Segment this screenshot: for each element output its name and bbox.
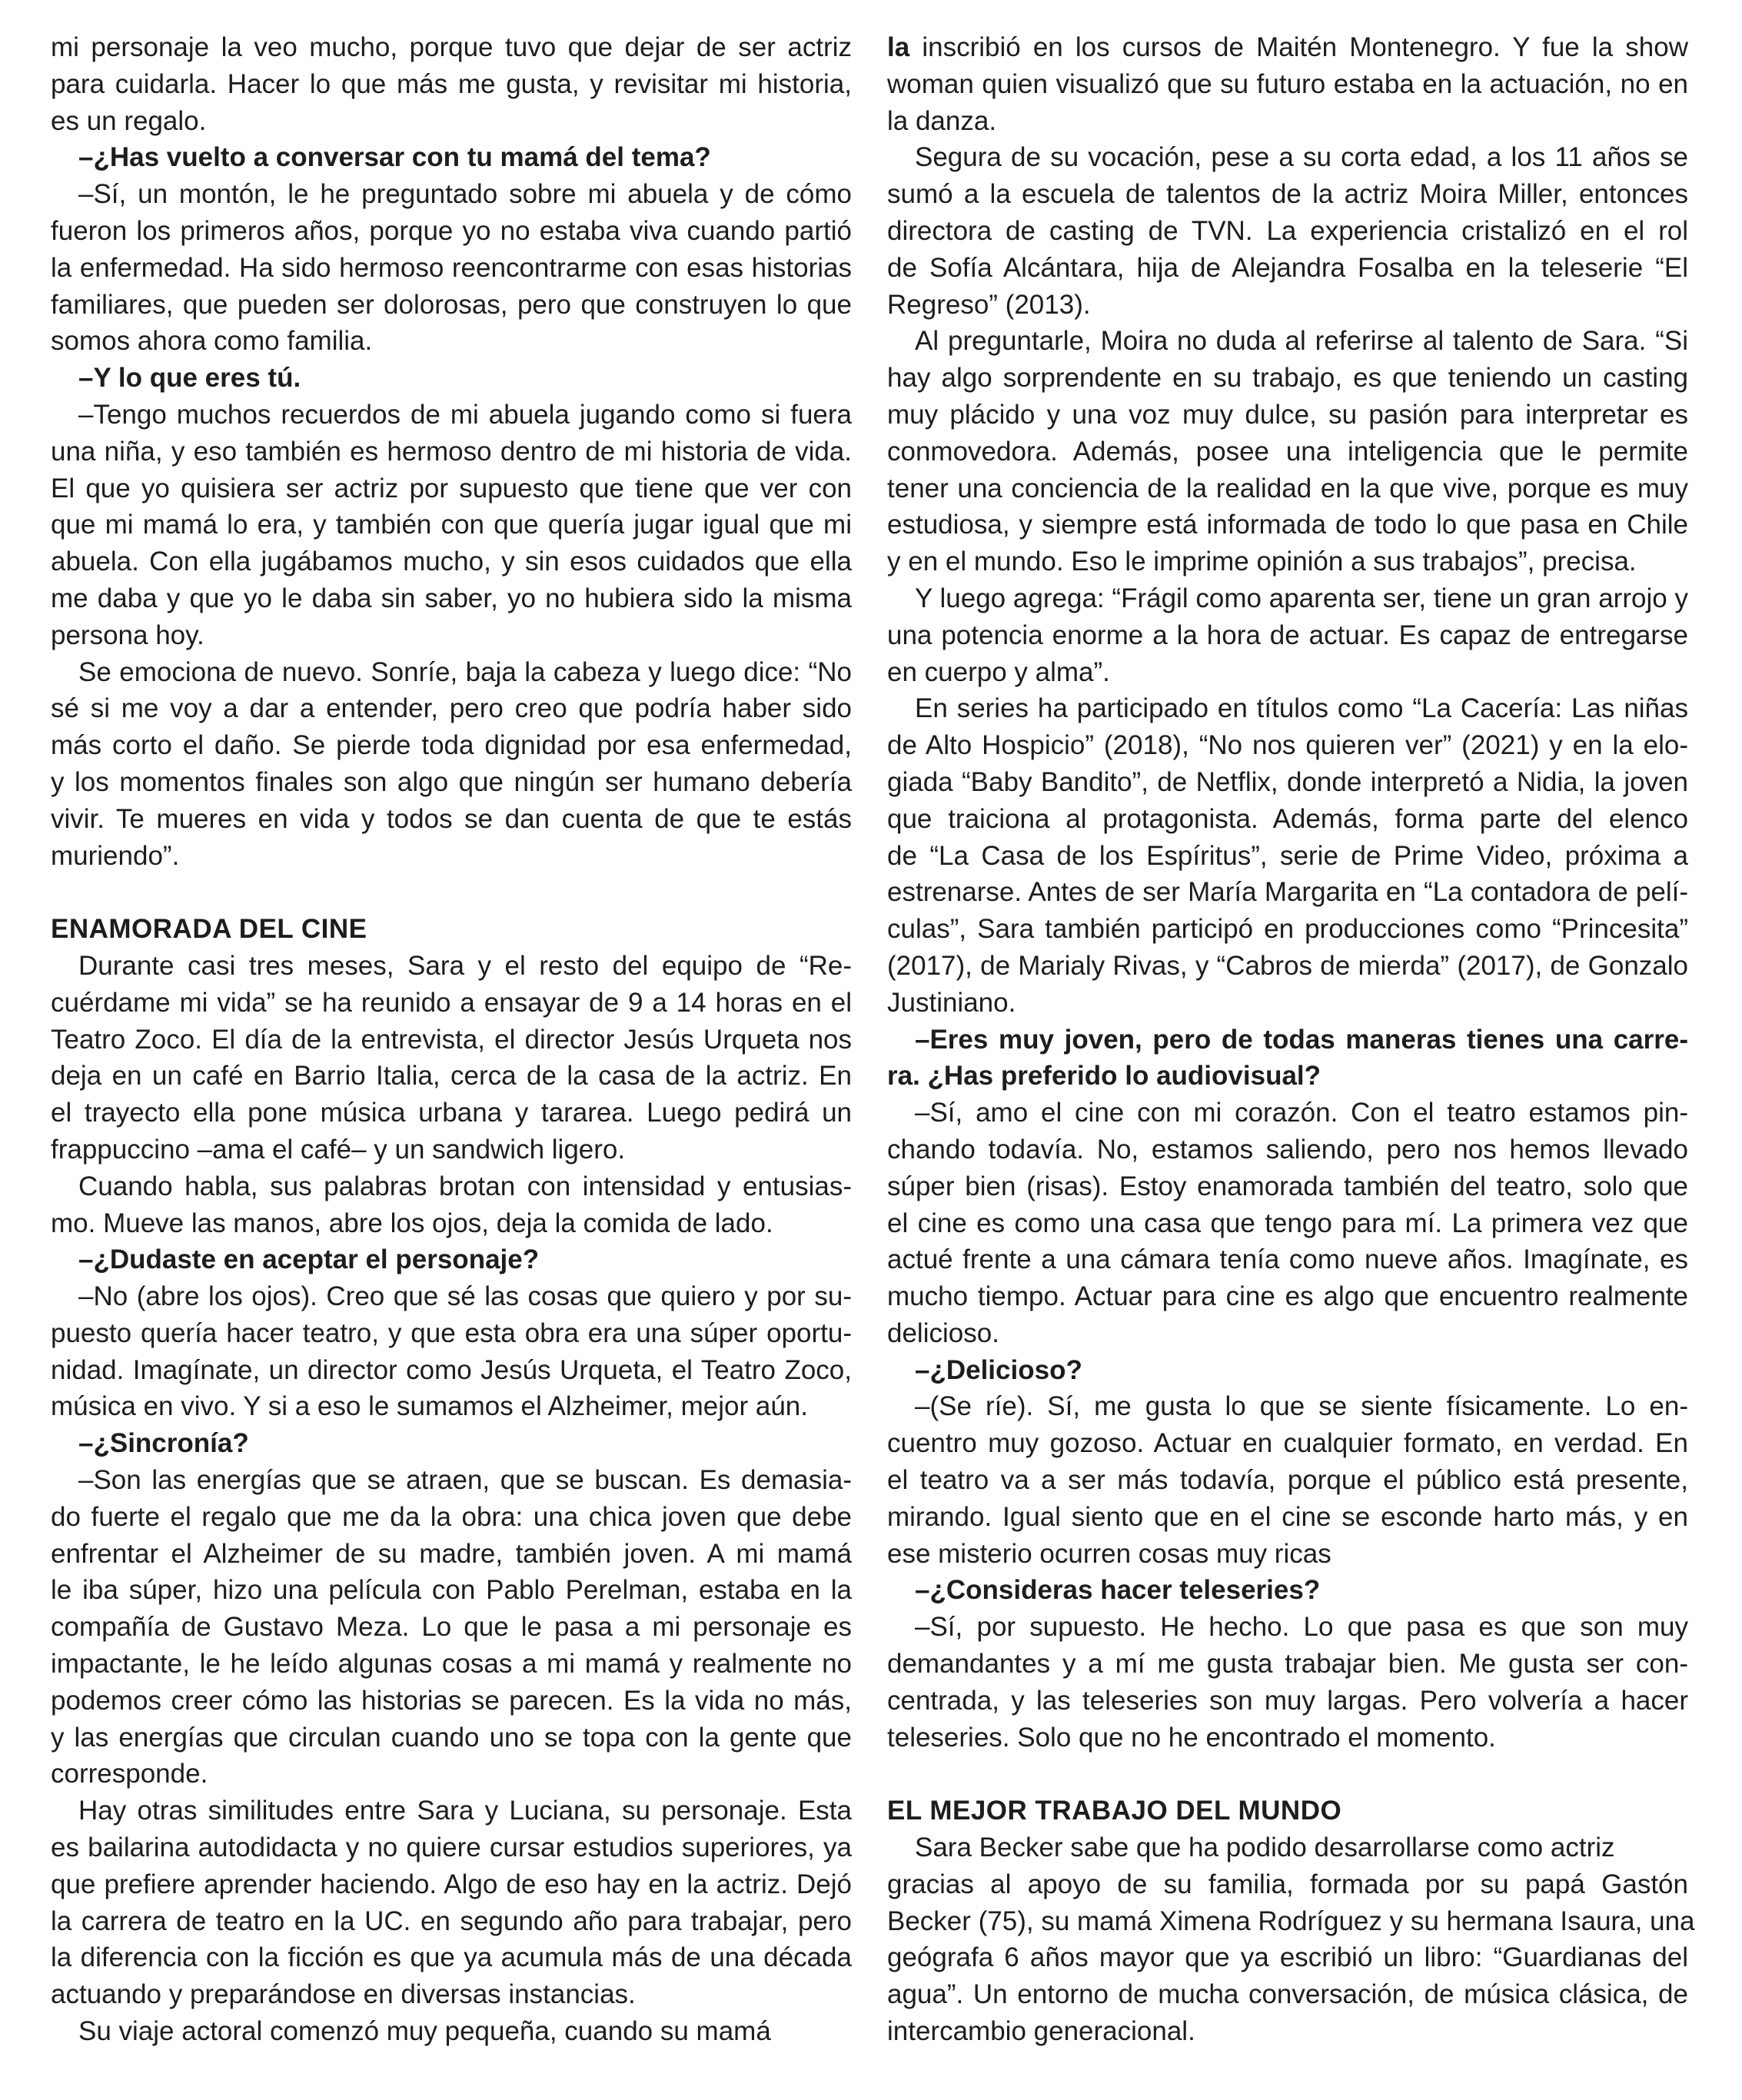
text-line: somos ahora como familia. <box>51 326 373 357</box>
text-line: Hay otras similitudes entre Sara y Luciana, su personaje. Esta <box>78 1796 852 1826</box>
text-line: el teatro va a ser más todavía, porque el público está presente, <box>887 1465 1688 1496</box>
text-line: Se emociona de nuevo. Sonríe, baja la cabeza y luego dice: “No <box>78 656 852 687</box>
text-line: cuérdame mi vida” se ha reunido a ensayar de 9 a 14 horas en el <box>51 987 852 1018</box>
text-line: una niña, y eso también es hermoso dentro de mi historia de vida. <box>51 436 852 467</box>
text-line: Su viaje actoral comenzó muy pequeña, cuando su mamá <box>78 2016 771 2047</box>
text-line: que mi mamá lo era, y también con que quería jugar igual que mi <box>51 510 852 540</box>
interview-question: –¿Sincronía? <box>78 1428 249 1459</box>
text-line: –Son las energías que se atraen, que se buscan. Es demasia- <box>78 1465 852 1496</box>
lead-word: la <box>887 32 923 62</box>
text-line: En series ha participado en títulos como “La Cacería: Las niñas <box>915 693 1688 724</box>
text-line: súper bien (risas). Estoy enamorada también del teatro, solo que <box>887 1171 1688 1201</box>
text-line: que traiciona al protagonista. Además, forma parte del elenco <box>887 803 1688 834</box>
text-line: muriendo”. <box>51 840 180 871</box>
text-line: y las energías que circulan cuando uno se topa con la gente que <box>51 1722 852 1753</box>
text-line: (2017), de Marialy Rivas, y “Cabros de mierda” (2017), de Gonzalo <box>887 950 1688 981</box>
text-line: giada “Baby Bandito”, de Netflix, donde interpretó a Nidia, la joven <box>887 766 1688 797</box>
text-line: impactante, le he leído algunas cosas a mi mamá y realmente no <box>51 1649 852 1680</box>
text-line: música en vivo. Y si a eso le sumamos el Alzheimer, mejor aún. <box>51 1391 808 1422</box>
text-line: centrada, y las teleseries son muy largas. Pero volvería a hacer <box>887 1685 1688 1716</box>
text-line: estudiosa, y siempre está informada de todo lo que pasa en Chile <box>887 510 1688 540</box>
text-line: woman quien visualizó que su futuro estaba en la actuación, no en <box>887 68 1688 99</box>
text-line: intercambio generacional. <box>887 2016 1195 2047</box>
text-line: corresponde. <box>51 1759 208 1789</box>
text-line: vivir. Te mueres en vida y todos se dan cuenta de que te estás <box>51 803 852 834</box>
text-line: más corto el daño. Se pierde toda dignidad por esa enfermedad, <box>51 730 852 761</box>
text-line: mi personaje la veo mucho, porque tuvo que dejar de ser actriz <box>51 32 852 62</box>
interview-question: –¿Has vuelto a conversar con tu mamá del tema? <box>78 142 711 173</box>
text-line <box>887 29 1688 66</box>
text-line: nidad. Imagínate, un director como Jesús Urqueta, el Teatro Zoco, <box>51 1354 852 1385</box>
text-line: mucho tiempo. Actuar para cine es algo que encuentro realmente <box>887 1281 1688 1312</box>
article-column-right <box>887 29 1695 2050</box>
text-line: de “La Casa de los Espíritus”, serie de Prime Video, próxima a <box>887 840 1688 871</box>
text-line: puesto quería hacer teatro, y que esta obra era una súper oportu- <box>51 1317 852 1348</box>
text-line: Regreso” (2013). <box>887 289 1091 320</box>
text-line: actuando y preparándose en diversas instancias. <box>51 1979 636 2010</box>
text-line: Segura de su vocación, pese a su corta edad, a los 11 años se <box>915 142 1688 173</box>
text-line: una potencia enorme a la hora de actuar. Es capaz de entregarse <box>887 620 1688 650</box>
interview-question: –¿Delicioso? <box>915 1354 1082 1385</box>
text-line: culas”, Sara también participó en producciones como “Princesita” <box>887 914 1688 945</box>
text-line: y en el mundo. Eso le imprime opinión a sus trabajos”, precisa. <box>887 547 1637 577</box>
text-line: fueron los primeros años, porque yo no estaba viva cuando partió <box>51 215 852 246</box>
text-line: Al preguntarle, Moira no duda al referirse al talento de Sara. “Si <box>915 326 1688 357</box>
text-line: es un regalo. <box>51 105 207 136</box>
interview-question: ra. ¿Has preferido lo audiovisual? <box>887 1061 1321 1092</box>
text-line: la diferencia con la ficción es que ya acumula más de una década <box>51 1942 852 1973</box>
text-line: –(Se ríe). Sí, me gusta lo que se siente físicamente. Lo en- <box>915 1391 1688 1422</box>
text-line: –Sí, un montón, le he preguntado sobre mi abuela y de cómo <box>78 179 852 210</box>
text-line: y los momentos finales son algo que ningún ser humano debería <box>51 766 852 797</box>
section-heading: ENAMORADA DEL CINE <box>51 914 367 945</box>
text-line: estrenarse. Antes de ser María Margarita en “La contadora de pelí- <box>887 877 1688 908</box>
text-line: para cuidarla. Hacer lo que más me gusta, y revisitar mi historia, <box>51 68 852 99</box>
text-line: cuentro muy gozoso. Actuar en cualquier formato, en verdad. En <box>887 1428 1688 1459</box>
text-line: familiares, que pueden ser dolorosas, pero que construyen lo que <box>51 289 852 320</box>
article-column-left <box>51 29 852 2050</box>
text-line: do fuerte el regalo que me da la obra: una chica joven que debe <box>51 1501 852 1532</box>
text-line: –Tengo muchos recuerdos de mi abuela jugando como si fuera <box>78 399 852 430</box>
text-line: directora de casting de TVN. La experiencia cristalizó en el rol <box>887 215 1688 246</box>
text-line: Durante casi tres meses, Sara y el resto del equipo de “Re- <box>78 950 852 981</box>
text-line: hay algo sorprendente en su trabajo, es que teniendo un casting <box>887 363 1688 394</box>
text-line: –No (abre los ojos). Creo que sé las cosas que quiero y por su- <box>78 1281 852 1312</box>
line-text: inscribió en los cursos de Maitén Montenegro. Y fue la show <box>922 32 1688 62</box>
line-spacer <box>51 874 852 911</box>
text-line: Becker (75), su mamá Ximena Rodríguez y su hermana Isaura, una <box>887 1906 1695 1936</box>
interview-question: –Y lo que eres tú. <box>78 363 301 394</box>
text-line: tener una conciencia de la realidad en la que vive, porque es muy <box>887 473 1688 503</box>
text-line: demandantes y a mí me gusta trabajar bien. Me gusta ser con- <box>887 1649 1688 1680</box>
text-line: la danza. <box>887 105 997 136</box>
text-line: El que yo quisiera ser actriz por supuesto que tiene que ver con <box>51 473 852 503</box>
text-line: geógrafa 6 años mayor que ya escribió un libro: “Guardianas del <box>887 1942 1688 1973</box>
interview-question: –¿Consideras hacer teleseries? <box>915 1575 1321 1606</box>
interview-question: –¿Dudaste en aceptar el personaje? <box>78 1244 540 1275</box>
text-line: en cuerpo y alma”. <box>887 656 1110 687</box>
text-line: me daba y que yo le daba sin saber, yo no hubiera sido la misma <box>51 583 852 613</box>
text-line: delicioso. <box>887 1317 999 1348</box>
text-line: chando todavía. No, estamos saliendo, pero nos hemos llevado <box>887 1134 1688 1165</box>
text-line: gracias al apoyo de su familia, formada por su papá Gastón <box>887 1869 1688 1899</box>
text-line: compañía de Gustavo Meza. Lo que le pasa a mi personaje es <box>51 1612 852 1643</box>
text-line: –Sí, amo el cine con mi corazón. Con el teatro estamos pin- <box>915 1098 1688 1128</box>
text-line: mo. Mueve las manos, abre los ojos, deja la comida de lado. <box>51 1208 773 1238</box>
text-line: ese misterio ocurren cosas muy ricas <box>887 1538 1331 1569</box>
text-line: enfrentar el Alzheimer de su madre, también joven. A mi mamá <box>51 1538 852 1569</box>
text-line: la carrera de teatro en la UC. en segundo año para trabajar, pero <box>51 1906 852 1936</box>
text-line: –Sí, por supuesto. He hecho. Lo que pasa es que son muy <box>915 1612 1688 1643</box>
text-line: actué frente a una cámara tenía como nueve años. Imagínate, es <box>887 1244 1688 1275</box>
text-line: sumó a la escuela de talentos de la actriz Moira Miller, entonces <box>887 179 1688 210</box>
text-line: que prefiere aprender haciendo. Algo de eso hay en la actriz. Dejó <box>51 1869 852 1899</box>
text-line: mirando. Igual siento que en el cine se esconde harto más, y en <box>887 1501 1688 1532</box>
text-line: sé si me voy a dar a entender, pero creo que podría haber sido <box>51 693 852 724</box>
text-line: agua”. Un entorno de mucha conversación, de música clásica, de <box>887 1979 1688 2010</box>
text-line: de Sofía Alcántara, hija de Alejandra Fosalba en la teleserie “El <box>887 252 1688 283</box>
text-line: es bailarina autodidacta y no quiere cursar estudios superiores, ya <box>51 1833 852 1863</box>
text-line: Teatro Zoco. El día de la entrevista, el director Jesús Urqueta nos <box>51 1024 852 1055</box>
text-line: Y luego agrega: “Frágil como aparenta ser, tiene un gran arrojo y <box>915 583 1688 613</box>
text-line: Cuando habla, sus palabras brotan con intensidad y entusias- <box>78 1171 852 1201</box>
text-line: la enfermedad. Ha sido hermoso reencontrarme con esas historias <box>51 252 852 283</box>
text-line: Sara Becker sabe que ha podido desarrollarse como actriz <box>915 1833 1615 1863</box>
text-line: Justiniano. <box>887 987 1016 1018</box>
section-heading: EL MEJOR TRABAJO DEL MUNDO <box>887 1796 1342 1826</box>
text-line: abuela. Con ella jugábamos mucho, y sin esos cuidados que ella <box>51 547 852 577</box>
text-line: frappuccino –ama el café– y un sandwich ligero. <box>51 1134 626 1165</box>
line-spacer <box>887 1756 1688 1793</box>
text-line: el trayecto ella pone música urbana y tararea. Luego pedirá un <box>51 1098 852 1128</box>
text-line: teleseries. Solo que no he encontrado el momento. <box>887 1722 1496 1753</box>
text-line: de Alto Hospicio” (2018), “No nos quieren ver” (2021) y en la elo- <box>887 730 1688 761</box>
text-line: persona hoy. <box>51 620 204 650</box>
text-line: podemos creer cómo las historias se parecen. Es la vida no más, <box>51 1685 852 1716</box>
text-line: muy plácido y una voz muy dulce, su pasión para interpretar es <box>887 399 1688 430</box>
text-line: le iba súper, hizo una película con Pablo Perelman, estaba en la <box>51 1575 852 1606</box>
text-line: el cine es como una casa que tengo para mí. La primera vez que <box>887 1208 1688 1238</box>
text-line: conmovedora. Además, posee una inteligencia que le permite <box>887 436 1688 467</box>
interview-question: –Eres muy joven, pero de todas maneras tienes una carre- <box>915 1024 1688 1055</box>
text-line: deja en un café en Barrio Italia, cerca de la casa de la actriz. En <box>51 1061 852 1092</box>
